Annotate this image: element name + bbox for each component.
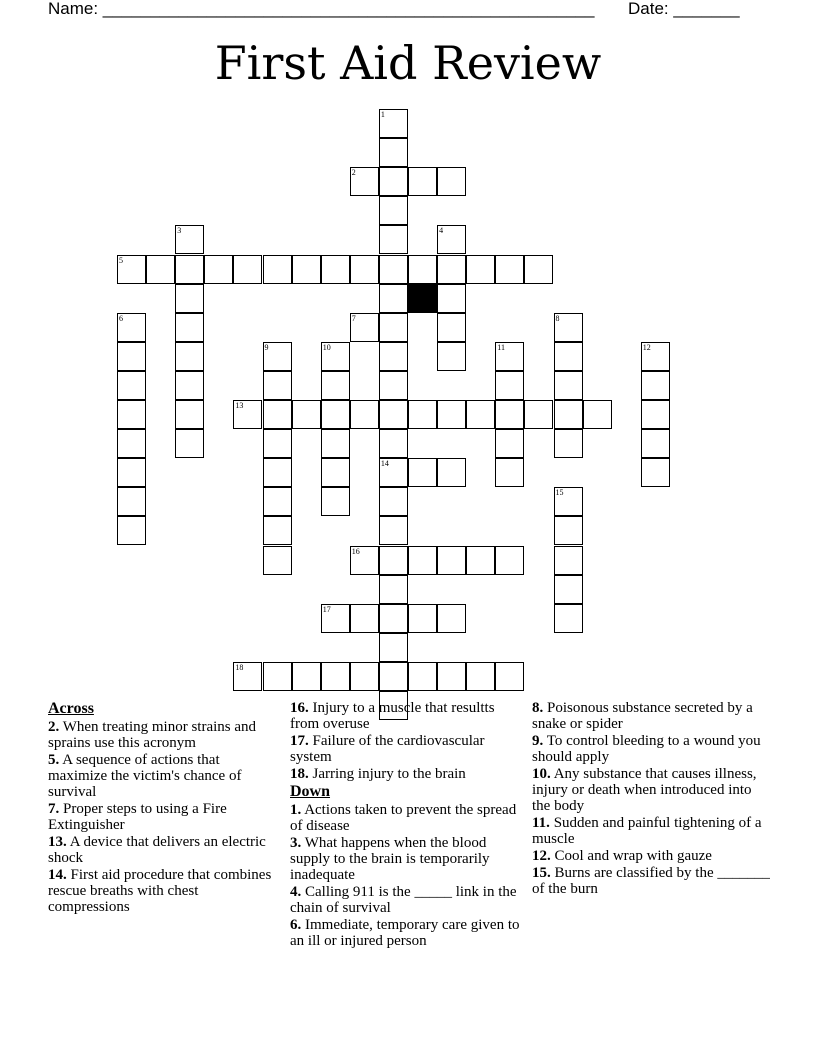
crossword-cell[interactable] <box>379 167 408 196</box>
crossword-cell[interactable] <box>321 458 350 487</box>
crossword-cell[interactable] <box>117 255 146 284</box>
crossword-cell[interactable] <box>379 575 408 604</box>
clue-down-8 <box>532 700 772 732</box>
crossword-cell[interactable] <box>175 284 204 313</box>
clue-number: 3. <box>290 835 302 851</box>
clue-number: 8. <box>532 700 544 716</box>
page-title: First Aid Review <box>214 36 602 90</box>
crossword-cell[interactable] <box>350 255 379 284</box>
crossword-cell[interactable] <box>554 546 583 575</box>
clue-text: First aid procedure that combines rescue breaths with chest compressions <box>48 867 272 915</box>
clue-text: Actions taken to prevent the spread of disease <box>290 802 517 834</box>
clue-across-17 <box>290 733 522 765</box>
clue-number-label: 16 <box>351 546 360 556</box>
clue-text: Burns are classified by the _______ of the burn <box>532 865 770 897</box>
crossword-cell[interactable] <box>204 255 233 284</box>
crossword-cell[interactable] <box>379 604 408 633</box>
crossword-cell[interactable] <box>641 342 670 371</box>
crossword-cell[interactable] <box>495 371 524 400</box>
clues-column-2 <box>290 700 522 950</box>
crossword-cell[interactable] <box>379 633 408 662</box>
clue-number-label: 13 <box>235 401 244 410</box>
clue-text: A device that delivers an electric shock <box>48 834 266 866</box>
crossword-cell[interactable] <box>408 400 437 429</box>
crossword-cell[interactable] <box>117 516 146 545</box>
crossword-cell[interactable] <box>321 429 350 458</box>
crossword-cell[interactable] <box>437 546 466 575</box>
black-square <box>408 284 437 313</box>
crossword-cell[interactable] <box>379 255 408 284</box>
crossword-cell[interactable] <box>408 255 437 284</box>
crossword-cell[interactable] <box>117 458 146 487</box>
crossword-cell[interactable] <box>437 225 466 254</box>
clue-number-label: 1 <box>380 110 385 119</box>
crossword-cell[interactable] <box>175 371 204 400</box>
crossword-cell[interactable] <box>437 400 466 429</box>
clue-number-label: 2 <box>351 168 356 178</box>
clue-number: 2. <box>48 719 60 735</box>
crossword-cell[interactable] <box>175 400 204 429</box>
clue-number-label: 7 <box>351 313 356 323</box>
clue-number: 9. <box>532 733 544 749</box>
crossword-cell[interactable] <box>554 604 583 633</box>
crossword-cell[interactable] <box>117 400 146 429</box>
clue-across-5 <box>48 752 280 800</box>
crossword-cell[interactable] <box>350 546 379 575</box>
crossword-cell[interactable] <box>379 225 408 254</box>
crossword-cell[interactable] <box>495 342 524 371</box>
clue-text: Injury to a muscle that resultts from overuse <box>290 700 495 732</box>
crossword-cell[interactable] <box>263 458 292 487</box>
clue-number-label: 10 <box>322 342 331 352</box>
crossword-cell[interactable] <box>437 342 466 371</box>
clue-down-15 <box>532 865 772 897</box>
clue-down-11 <box>532 815 772 847</box>
clues-column-1 <box>48 700 280 916</box>
clue-number-label: 3 <box>177 226 182 236</box>
crossword-cell[interactable] <box>379 371 408 400</box>
clue-number: 1. <box>290 802 302 818</box>
crossword-cell[interactable] <box>641 400 670 429</box>
clue-number-label: 11 <box>497 342 505 352</box>
crossword-cell[interactable] <box>233 255 262 284</box>
crossword-cell[interactable] <box>379 487 408 516</box>
crossword-cell[interactable] <box>263 429 292 458</box>
name-field-label: Name: ____________________________________________________ <box>48 0 595 18</box>
crossword-cell[interactable] <box>233 400 262 429</box>
crossword-cell[interactable] <box>321 662 350 691</box>
crossword-cell[interactable] <box>379 284 408 313</box>
clue-number: 13. <box>48 834 67 850</box>
crossword-cell[interactable] <box>437 255 466 284</box>
crossword-cell[interactable] <box>350 167 379 196</box>
crossword-cell[interactable] <box>524 400 553 429</box>
crossword-cell[interactable] <box>379 662 408 691</box>
clue-across-13 <box>48 834 280 866</box>
crossword-cell[interactable] <box>350 313 379 342</box>
clue-number-label: 17 <box>322 604 331 614</box>
clue-number: 6. <box>290 917 302 933</box>
crossword-cell[interactable] <box>466 546 495 575</box>
clue-text: Failure of the cardiovascular system <box>290 733 485 765</box>
clue-text: Jarring injury to the brain <box>312 766 466 782</box>
crossword-cell[interactable] <box>117 342 146 371</box>
clue-number-label: 14 <box>380 459 389 469</box>
crossword-cell[interactable] <box>379 458 408 487</box>
crossword-cell[interactable] <box>408 662 437 691</box>
crossword-cell[interactable] <box>350 662 379 691</box>
clue-text: A sequence of actions that maximize the victim's chance of survival <box>48 752 242 800</box>
crossword-cell[interactable] <box>321 371 350 400</box>
crossword-cell[interactable] <box>175 255 204 284</box>
clue-number: 5. <box>48 752 60 768</box>
crossword-cell[interactable] <box>379 400 408 429</box>
crossword-cell[interactable] <box>379 313 408 342</box>
crossword-cell[interactable] <box>117 371 146 400</box>
clue-number-label: 8 <box>555 313 560 323</box>
clue-number: 14. <box>48 867 67 883</box>
clue-number-label: 6 <box>119 313 123 323</box>
clue-text: Immediate, temporary care given to an ill or injured person <box>290 917 520 949</box>
crossword-cell[interactable] <box>350 400 379 429</box>
crossword-cell[interactable] <box>641 458 670 487</box>
crossword-cell[interactable] <box>117 487 146 516</box>
clue-number-label: 9 <box>264 342 269 352</box>
crossword-cell[interactable] <box>437 167 466 196</box>
clue-text: To control bleeding to a wound you should apply <box>532 733 761 765</box>
crossword-cell[interactable] <box>408 604 437 633</box>
crossword-cell[interactable] <box>437 458 466 487</box>
clue-number-label: 4 <box>439 226 444 236</box>
crossword-cell[interactable] <box>495 458 524 487</box>
clue-text: Any substance that causes illness, injury or death when introduced into the body <box>532 766 757 814</box>
clue-down-6 <box>290 917 522 949</box>
crossword-cell[interactable] <box>554 575 583 604</box>
crossword-cell[interactable] <box>408 167 437 196</box>
crossword-cell[interactable] <box>554 371 583 400</box>
clue-down-1 <box>290 802 522 834</box>
crossword-cell[interactable] <box>379 109 408 138</box>
crossword-cell[interactable] <box>466 662 495 691</box>
clue-text: Calling 911 is the _____ link in the chain of survival <box>290 884 517 916</box>
clue-across-7 <box>48 801 280 833</box>
clue-down-3 <box>290 835 522 883</box>
crossword-cell[interactable] <box>437 284 466 313</box>
clue-number: 16. <box>290 700 309 716</box>
crossword-cell[interactable] <box>175 225 204 254</box>
clue-number: 4. <box>290 884 302 900</box>
crossword-cell[interactable] <box>292 662 321 691</box>
clue-text: What happens when the blood supply to the brain is temporarily inadequate <box>290 835 490 883</box>
clue-across-18 <box>290 766 522 782</box>
crossword-cell[interactable] <box>379 546 408 575</box>
clue-text: Cool and wrap with gauze <box>554 848 712 864</box>
clues-column-3 <box>532 700 772 898</box>
clue-number-label: 15 <box>555 488 564 498</box>
crossword-cell[interactable] <box>437 662 466 691</box>
crossword-cell[interactable] <box>466 255 495 284</box>
clue-number: 7. <box>48 801 60 817</box>
crossword-cell[interactable] <box>554 342 583 371</box>
crossword-cell[interactable] <box>495 400 524 429</box>
clue-down-12 <box>532 848 772 864</box>
crossword-cell[interactable] <box>495 546 524 575</box>
clue-across-16 <box>290 700 522 732</box>
crossword-cell[interactable] <box>233 662 262 691</box>
crossword-cell[interactable] <box>641 429 670 458</box>
crossword-cell[interactable] <box>263 546 292 575</box>
clue-number-label: 12 <box>642 342 651 352</box>
crossword-cell[interactable] <box>554 400 583 429</box>
crossword-cell[interactable] <box>146 255 175 284</box>
crossword-cell[interactable] <box>583 400 612 429</box>
crossword-cell[interactable] <box>175 342 204 371</box>
crossword-cell[interactable] <box>263 371 292 400</box>
crossword-cell[interactable] <box>379 516 408 545</box>
crossword-cell[interactable] <box>554 429 583 458</box>
crossword-cell[interactable] <box>554 487 583 516</box>
crossword-cell[interactable] <box>175 313 204 342</box>
crossword-cell[interactable] <box>321 342 350 371</box>
crossword-cell[interactable] <box>379 138 408 167</box>
clue-number: 12. <box>532 848 551 864</box>
crossword-cell[interactable] <box>437 313 466 342</box>
crossword-cell[interactable] <box>495 429 524 458</box>
crossword-cell[interactable] <box>263 487 292 516</box>
crossword-cell[interactable] <box>379 429 408 458</box>
clue-text: Proper steps to using a Fire Extinguisher <box>48 801 227 833</box>
crossword-cell[interactable] <box>175 429 204 458</box>
date-field-label: Date: _______ <box>628 0 740 18</box>
clue-across-14 <box>48 867 280 915</box>
clue-number: 10. <box>532 766 551 782</box>
crossword-cell[interactable] <box>408 458 437 487</box>
clue-number-label: 5 <box>119 255 123 265</box>
clue-across-2 <box>48 719 280 751</box>
clue-down-9 <box>532 733 772 765</box>
crossword-cell[interactable] <box>321 487 350 516</box>
crossword-cell[interactable] <box>263 255 292 284</box>
crossword-cell[interactable] <box>641 371 670 400</box>
crossword-cell[interactable] <box>292 400 321 429</box>
clue-number: 11. <box>532 815 550 831</box>
crossword-cell[interactable] <box>379 196 408 225</box>
clue-number: 17. <box>290 733 309 749</box>
clue-text: Poisonous substance secreted by a snake or spider <box>532 700 753 732</box>
crossword-cell[interactable] <box>466 400 495 429</box>
crossword-cell[interactable] <box>554 313 583 342</box>
clue-down-4 <box>290 884 522 916</box>
crossword-cell[interactable] <box>350 604 379 633</box>
clue-number: 18. <box>290 766 309 782</box>
crossword-cell[interactable] <box>554 516 583 545</box>
crossword-cell[interactable] <box>117 313 146 342</box>
down-heading: Down <box>290 783 331 800</box>
crossword-cell[interactable] <box>321 255 350 284</box>
clue-number-label: 18 <box>235 662 244 672</box>
crossword-cell[interactable] <box>321 400 350 429</box>
crossword-cell[interactable] <box>263 516 292 545</box>
crossword-cell[interactable] <box>437 604 466 633</box>
clue-down-10 <box>532 766 772 814</box>
crossword-cell[interactable] <box>263 342 292 371</box>
across-heading: Across <box>48 700 94 717</box>
crossword-cell[interactable] <box>408 546 437 575</box>
clue-text: When treating minor strains and sprains use this acronym <box>48 719 257 751</box>
crossword-cell[interactable] <box>321 604 350 633</box>
crossword-cell[interactable] <box>292 255 321 284</box>
clue-number: 15. <box>532 865 551 881</box>
crossword-cell[interactable] <box>495 255 524 284</box>
crossword-cell[interactable] <box>263 662 292 691</box>
crossword-cell[interactable] <box>263 400 292 429</box>
crossword-cell[interactable] <box>524 255 553 284</box>
clue-text: Sudden and painful tightening of a muscle <box>532 815 762 847</box>
crossword-cell[interactable] <box>117 429 146 458</box>
crossword-cell[interactable] <box>495 662 524 691</box>
crossword-cell[interactable] <box>379 342 408 371</box>
